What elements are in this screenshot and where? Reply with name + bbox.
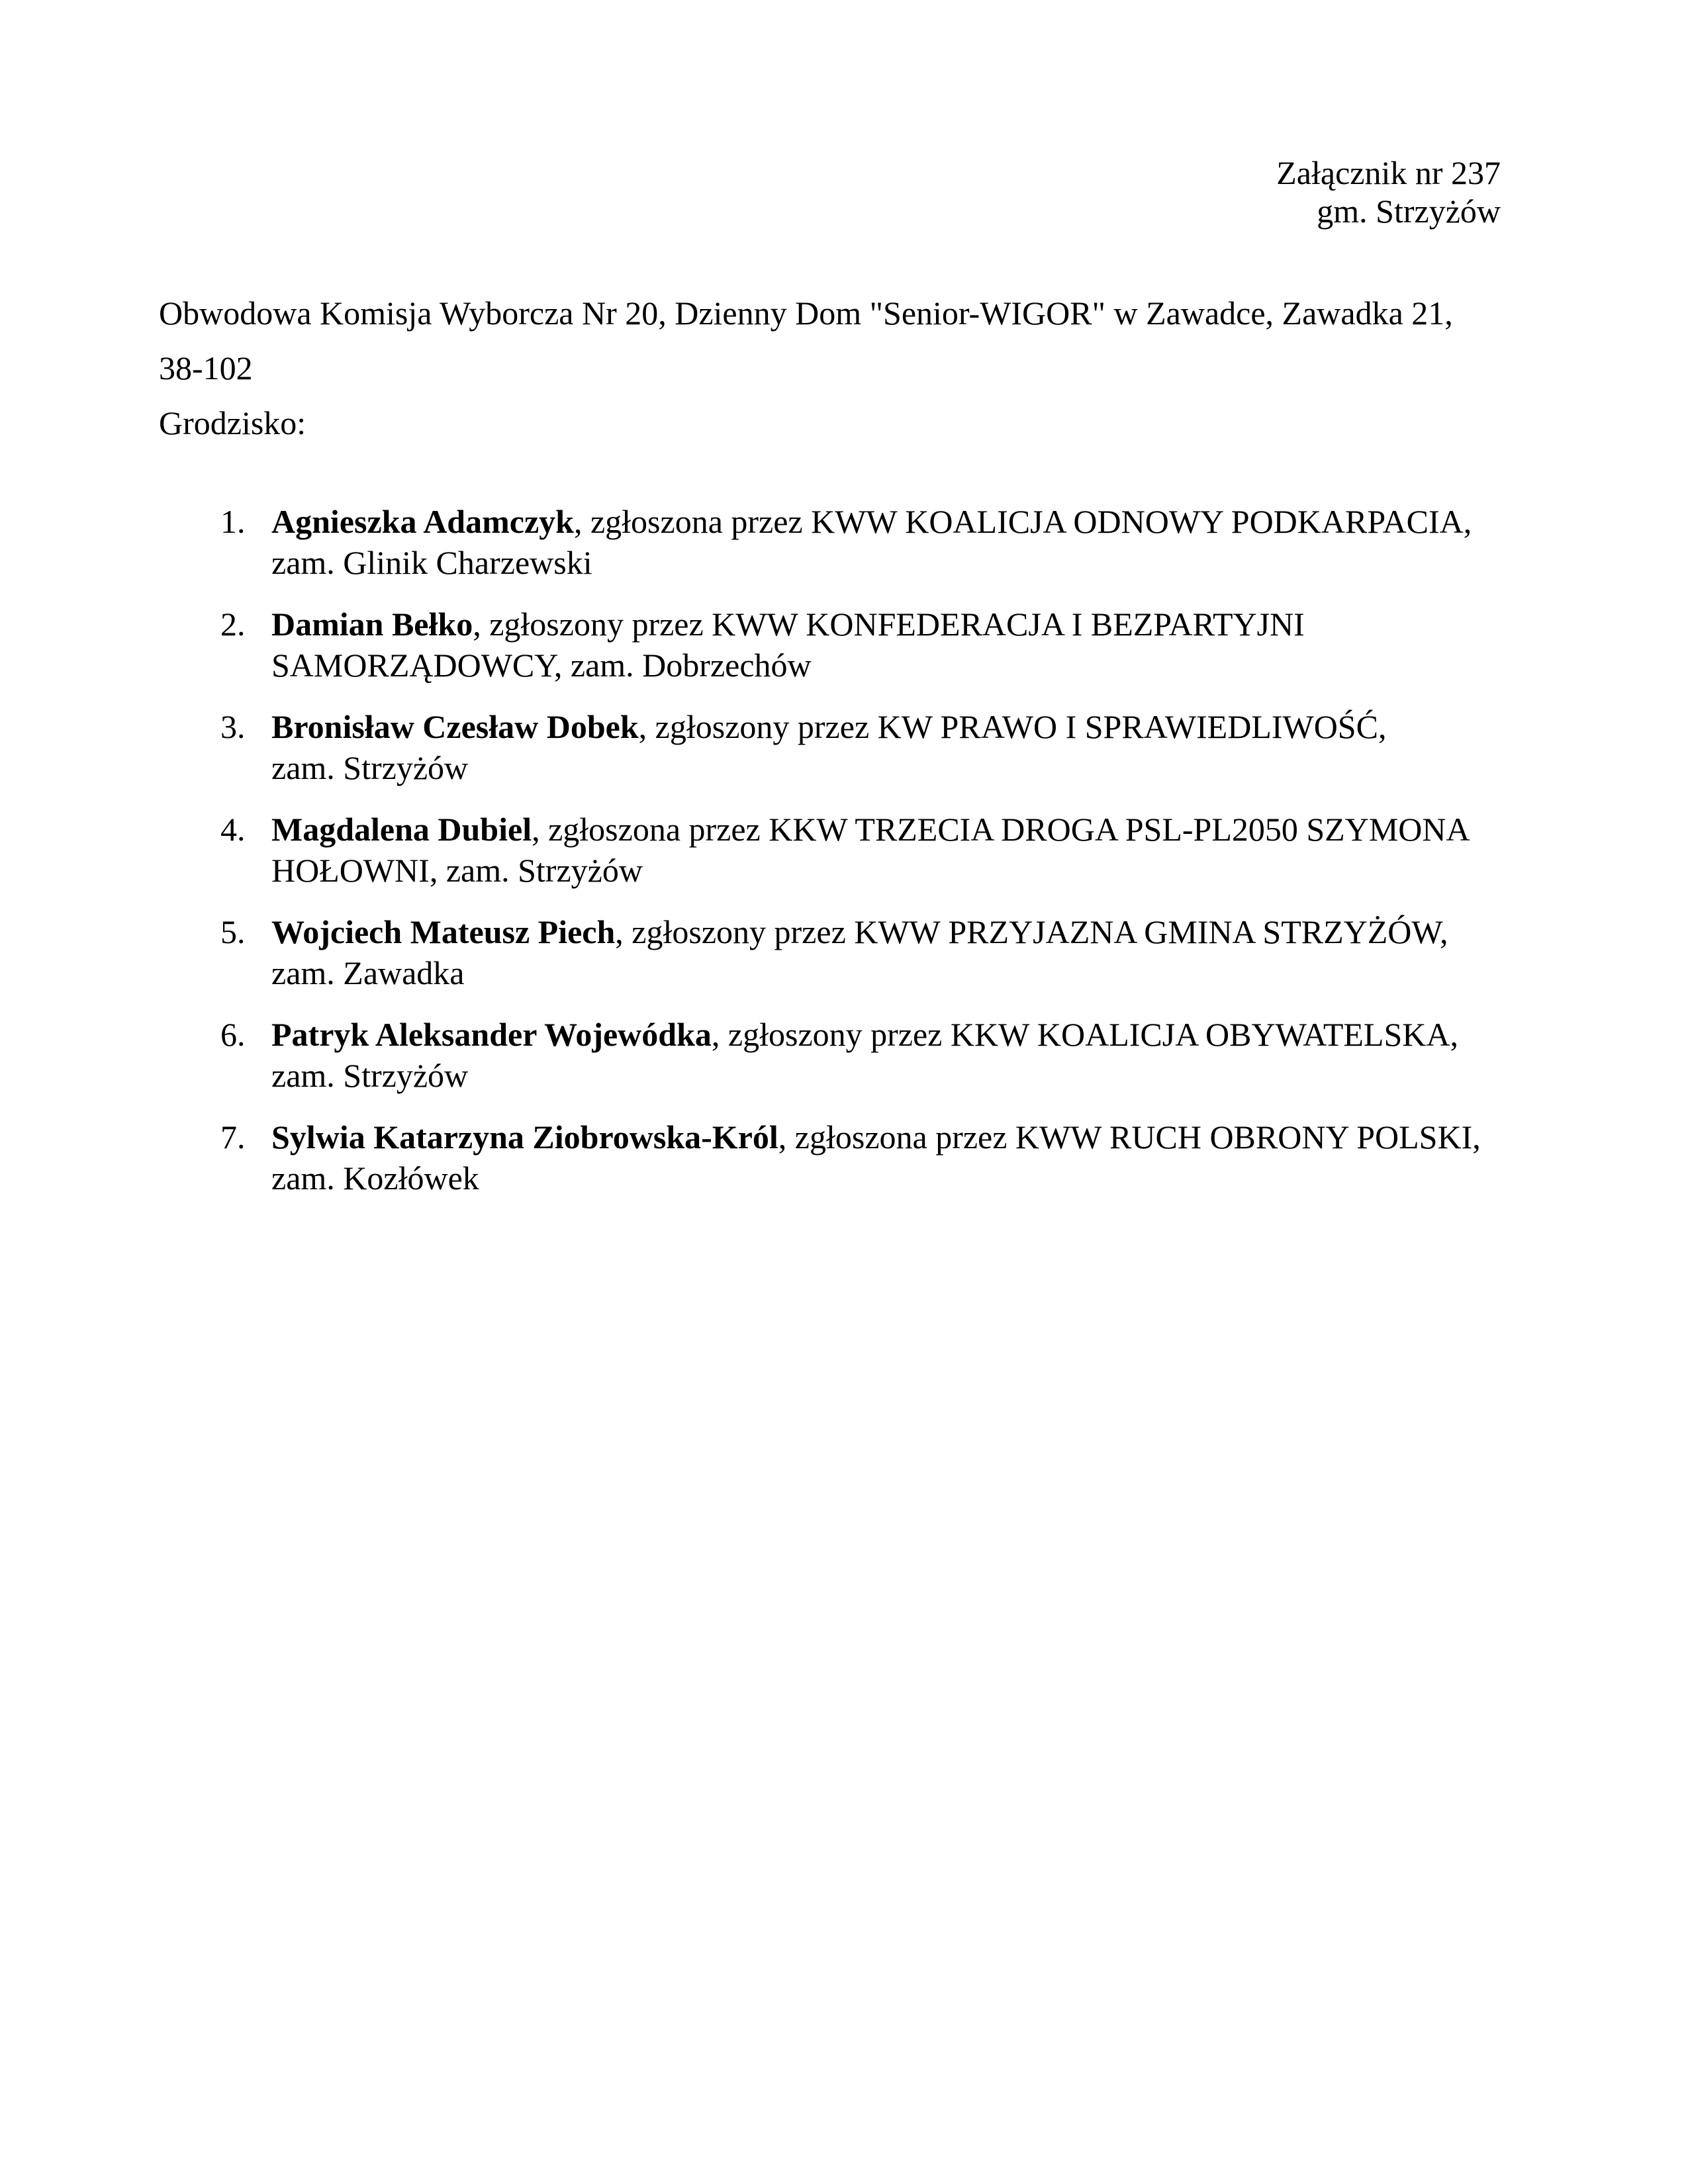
candidate-name: Wojciech Mateusz Piech <box>271 913 616 950</box>
candidate-committee: , zgłoszony przez KKW KOALICJA OBYWATELSKA, <box>711 1016 1458 1053</box>
candidate-entry <box>271 1014 1489 1096</box>
candidate-line-1 <box>271 1116 1489 1158</box>
candidate-line-1 <box>271 706 1489 747</box>
candidate-entry <box>271 604 1489 686</box>
candidate-committee: , zgłoszony przez KWW PRZYJAZNA GMINA STRZYŻÓW, <box>615 913 1448 950</box>
candidate-number: 6. <box>220 1016 246 1053</box>
candidate-line-1 <box>271 911 1489 952</box>
candidate-item <box>220 604 1489 686</box>
candidate-residence: SAMORZĄDOWCY, zam. Dobrzechów <box>271 647 812 684</box>
candidate-residence: HOŁOWNI, zam. Strzyżów <box>271 852 643 889</box>
candidate-entry <box>271 809 1489 891</box>
candidate-number: 5. <box>220 913 246 950</box>
attachment-number-label: Załącznik nr 237 <box>1276 154 1501 191</box>
candidate-number: 2. <box>220 606 246 643</box>
candidate-entry <box>271 706 1489 788</box>
intro-line-2: Grodzisko: <box>159 404 306 441</box>
intro-line-1: Obwodowa Komisja Wyborcza Nr 20, Dzienny Dom "Senior-WIGOR" w Zawadce, Zawadka 21, 38-102 <box>159 295 1453 387</box>
candidate-line-1 <box>271 604 1489 645</box>
candidate-name: Bronisław Czesław Dobek <box>271 708 639 745</box>
candidate-committee: , zgłoszona przez KWW KOALICJA ODNOWY PODKARPACIA, <box>573 503 1472 540</box>
candidate-number: 1. <box>220 503 246 540</box>
candidate-name: Sylwia Katarzyna Ziobrowska-Król <box>271 1118 778 1156</box>
municipality-label: gm. Strzyżów <box>1317 193 1501 230</box>
candidate-committee: , zgłoszona przez KKW TRZECIA DROGA PSL-PL2050 SZYMONA <box>532 811 1470 848</box>
candidate-entry <box>271 501 1489 583</box>
candidate-name: Patryk Aleksander Wojewódka <box>271 1016 712 1053</box>
candidate-item <box>220 1014 1489 1096</box>
candidate-item <box>220 706 1489 788</box>
candidate-residence: zam. Kozłówek <box>271 1160 479 1197</box>
candidate-name: Agnieszka Adamczyk <box>271 503 574 540</box>
candidate-item <box>220 911 1489 993</box>
candidate-number: 7. <box>220 1118 246 1156</box>
attachment-header <box>0 0 1688 230</box>
candidate-line-1 <box>271 809 1489 850</box>
candidate-number: 3. <box>220 708 246 745</box>
candidate-name: Damian Bełko <box>271 606 473 643</box>
candidates-list <box>220 501 1489 1199</box>
candidate-item <box>220 809 1489 891</box>
candidate-item <box>220 1116 1489 1199</box>
candidate-residence: zam. Strzyżów <box>271 1057 469 1094</box>
candidate-number: 4. <box>220 811 246 848</box>
candidate-committee: , zgłoszony przez KWW KONFEDERACJA I BEZPARTYJNI <box>473 606 1305 643</box>
candidate-residence: zam. Glinik Charzewski <box>271 544 592 581</box>
candidate-residence: zam. Strzyżów <box>271 749 469 786</box>
candidate-name: Magdalena Dubiel <box>271 811 532 848</box>
candidate-line-1 <box>271 501 1489 542</box>
candidate-entry <box>271 911 1489 993</box>
candidate-line-1 <box>271 1014 1489 1055</box>
candidate-committee: , zgłoszony przez KW PRAWO I SPRAWIEDLIWOŚĆ, <box>638 708 1387 745</box>
candidate-committee: , zgłoszona przez KWW RUCH OBRONY POLSKI, <box>778 1118 1481 1156</box>
commission-intro-paragraph <box>159 286 1489 451</box>
candidate-item <box>220 501 1489 583</box>
candidate-residence: zam. Zawadka <box>271 954 465 991</box>
candidate-entry <box>271 1116 1489 1199</box>
